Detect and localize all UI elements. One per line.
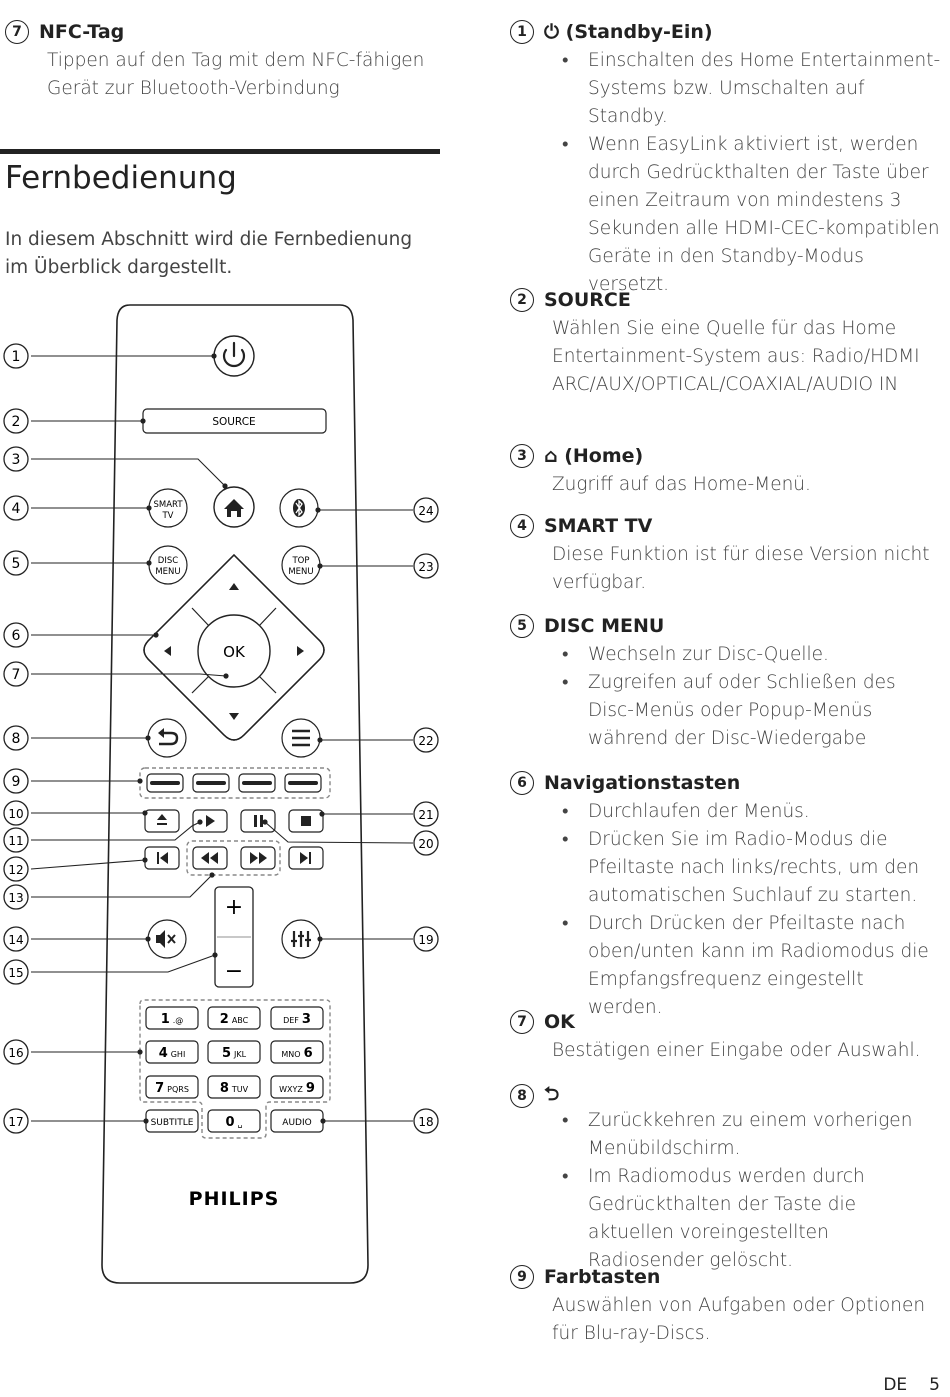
- section-title: NFC-Tag: [39, 21, 125, 43]
- key-label: 0 ␣: [225, 1115, 243, 1130]
- callout-label: 1: [11, 349, 21, 365]
- callout-label: 15: [8, 966, 24, 980]
- callout-label: 6: [11, 628, 21, 644]
- callout-number: 7: [510, 1010, 534, 1034]
- section-body: Tippen auf den Tag mit dem NFC-fähigen Gerät zur Bluetooth-Verbindung: [47, 50, 425, 99]
- section-title: Farbtasten: [544, 1266, 661, 1288]
- section-title: ⮌: [544, 1083, 560, 1105]
- section-body: Zugriff auf das Home-Menü.: [552, 474, 811, 495]
- section-body: Bestätigen einer Eingabe oder Auswahl.: [552, 1040, 921, 1061]
- section-title: ⏻ (Standby-Ein): [544, 21, 713, 43]
- section-heading: [510, 1265, 660, 1289]
- volume-rocker: [215, 887, 253, 987]
- svg-text:MENU: MENU: [155, 567, 181, 577]
- callout-label: 24: [418, 504, 434, 518]
- callout-label: 8: [11, 731, 21, 747]
- pause-button: [241, 810, 275, 832]
- source-button: [143, 409, 326, 433]
- remote-diagram: [0, 290, 445, 1390]
- key-4: [146, 1041, 198, 1063]
- section-body: Wählen Sie eine Quelle für das Home Entertainment-System aus: Radio/HDMI ARC/AUX/OPTICAL/COAXIAL/AUDIO IN: [552, 318, 920, 395]
- ok-label: OK: [223, 643, 245, 661]
- key-2: [208, 1007, 260, 1029]
- section-body: Diese Funktion ist für diese Version nicht verfügbar.: [552, 544, 930, 593]
- callout-label: 11: [8, 834, 24, 848]
- svg-text:SMART: SMART: [153, 500, 183, 510]
- key-label: WXYZ 9: [279, 1081, 315, 1096]
- callout-number: 5: [510, 614, 534, 638]
- source-label: SOURCE: [212, 416, 256, 428]
- section-heading: [510, 444, 643, 468]
- section-title: SOURCE: [544, 289, 631, 311]
- bullet-item: • Durch Drücken der Pfeiltaste nach oben/unten kann im Radiomodus die Empfangsfrequenz eingestellt werden.: [552, 910, 942, 1022]
- section-title: DISC MENU: [544, 615, 665, 637]
- smart-tv-button: [149, 489, 187, 527]
- bullet-item: • Wenn EasyLink aktiviert ist, werden durch Gedrückthalten der Taste über einen Zeitraum von mindestens 3 Sekunden alle HDMI-CEC-kompatiblen Geräte in den Standby-Modus versetzt.: [552, 131, 942, 299]
- callout-label: 16: [8, 1046, 24, 1060]
- key-label: MNO 6: [281, 1046, 313, 1061]
- remote-body: [102, 305, 368, 1283]
- key-label: DEF 3: [283, 1012, 311, 1027]
- section-body: [552, 798, 942, 1022]
- key-1: [146, 1007, 198, 1029]
- callout-label: 20: [418, 837, 434, 851]
- callout-label: 19: [418, 933, 434, 947]
- key-label: 7 PQRS: [155, 1081, 189, 1096]
- svg-text:TOP: TOP: [292, 556, 310, 566]
- callout-number: 3: [510, 444, 534, 468]
- section-title: OK: [544, 1011, 575, 1033]
- bullet-item: • Zurückkehren zu einem vorherigen Menübildschirm.: [552, 1107, 942, 1163]
- key-label: 1 .@: [160, 1012, 184, 1027]
- callout-number: 7: [5, 20, 29, 44]
- callout-label: 2: [11, 414, 21, 430]
- page-footer: [861, 1375, 940, 1395]
- home-button: [214, 487, 254, 527]
- section-title: SMART TV: [544, 515, 653, 537]
- callout-number: 6: [510, 771, 534, 795]
- section-body: [552, 47, 942, 299]
- svg-text:DISC: DISC: [157, 556, 179, 566]
- section-body: [552, 641, 942, 753]
- callout-label: 5: [11, 556, 21, 572]
- callout-label: 22: [418, 734, 434, 748]
- key-label: 2 ABC: [219, 1012, 249, 1027]
- bullet-item: • Durchlaufen der Menüs.: [552, 798, 942, 826]
- eject-button: [145, 810, 179, 832]
- equalizer-icon: [291, 931, 311, 947]
- svg-text:AUDIO: AUDIO: [282, 1118, 312, 1128]
- section-heading: [510, 771, 740, 795]
- intro-text: In diesem Abschnitt wird die Fernbedienung im Überblick dargestellt.: [5, 229, 413, 278]
- key-label: 5 JKL: [221, 1046, 247, 1061]
- top-menu-button: [282, 546, 320, 584]
- callout-label: 17: [8, 1115, 24, 1129]
- section-heading: [510, 1010, 575, 1034]
- key-5: [208, 1041, 260, 1063]
- callout-label: 7: [11, 667, 21, 683]
- callout-number: 4: [510, 514, 534, 538]
- bullet-item: • Drücken Sie im Radio-Modus die Pfeiltaste nach links/rechts, um den automatischen Suchlauf zu starten.: [552, 826, 942, 910]
- bluetooth-button: [280, 489, 318, 527]
- volume-minus: −: [224, 959, 244, 984]
- callout-label: 9: [11, 774, 21, 790]
- section-rule: [0, 149, 440, 154]
- mute-button: [148, 920, 186, 958]
- callout-label: 4: [11, 501, 21, 517]
- key-8: [208, 1076, 260, 1098]
- callout-label: 18: [418, 1115, 434, 1129]
- section-heading: [510, 614, 664, 638]
- callout-label: 13: [8, 891, 24, 905]
- bullet-item: • Einschalten des Home Entertainment-Systems bzw. Umschalten auf Standby.: [552, 47, 942, 131]
- callout-number: 2: [510, 288, 534, 312]
- section-body: [552, 1107, 942, 1275]
- volume-plus: +: [224, 895, 244, 920]
- page-heading: Fernbedienung: [5, 160, 237, 196]
- stop-icon: [301, 816, 311, 826]
- section-heading: [510, 288, 631, 312]
- power-button: [214, 336, 254, 376]
- left-column: [0, 0, 445, 1397]
- options-button: [282, 719, 320, 757]
- svg-text:MENU: MENU: [288, 567, 314, 577]
- svg-text:SUBTITLE: SUBTITLE: [150, 1118, 194, 1128]
- callout-label: 12: [8, 863, 24, 877]
- section-heading: [510, 514, 652, 538]
- section-title: Navigationstasten: [544, 772, 741, 794]
- svg-text:TV: TV: [162, 511, 174, 521]
- section-heading: [5, 20, 124, 44]
- sound-settings-button: [282, 920, 320, 958]
- callout-label: 23: [418, 560, 434, 574]
- bullet-item: • Im Radiomodus werden durch Gedrückthalten der Taste die aktuellen voreingestellten Radiosender gelöscht.: [552, 1163, 942, 1275]
- footer-language: DE: [883, 1375, 908, 1395]
- callout-label: 3: [11, 452, 21, 468]
- brand-logo: PHILIPS: [188, 1188, 280, 1210]
- callout-label: 10: [8, 807, 24, 821]
- key-0: [208, 1110, 260, 1132]
- section-heading: [510, 20, 713, 44]
- key-9: [271, 1076, 323, 1098]
- callout-number: 8: [510, 1084, 534, 1108]
- key-label: 8 TUV: [219, 1081, 249, 1096]
- section-body: Auswählen von Aufgaben oder Optionen für Blu-ray-Discs.: [552, 1295, 926, 1344]
- right-column: [505, 0, 945, 1397]
- disc-menu-button: [149, 546, 187, 584]
- callout-label: 21: [418, 808, 434, 822]
- callout-number: 1: [510, 20, 534, 44]
- key-label: 4 GHI: [158, 1046, 186, 1061]
- key-3: [271, 1007, 323, 1029]
- page-number: 5: [929, 1375, 940, 1395]
- audio-button: [271, 1110, 323, 1132]
- callout-label: 14: [8, 933, 24, 947]
- subtitle-button: [146, 1110, 198, 1132]
- key-6: [271, 1041, 323, 1063]
- bullet-item: • Wechseln zur Disc-Quelle.: [552, 641, 942, 669]
- key-7: [146, 1076, 198, 1098]
- back-button: [148, 719, 186, 757]
- bullet-item: • Zugreifen auf oder Schließen des Disc-Menüs oder Popup-Menüs während der Disc-Wiedergabe: [552, 669, 942, 753]
- callout-number: 9: [510, 1265, 534, 1289]
- section-title: ⌂ (Home): [544, 445, 644, 467]
